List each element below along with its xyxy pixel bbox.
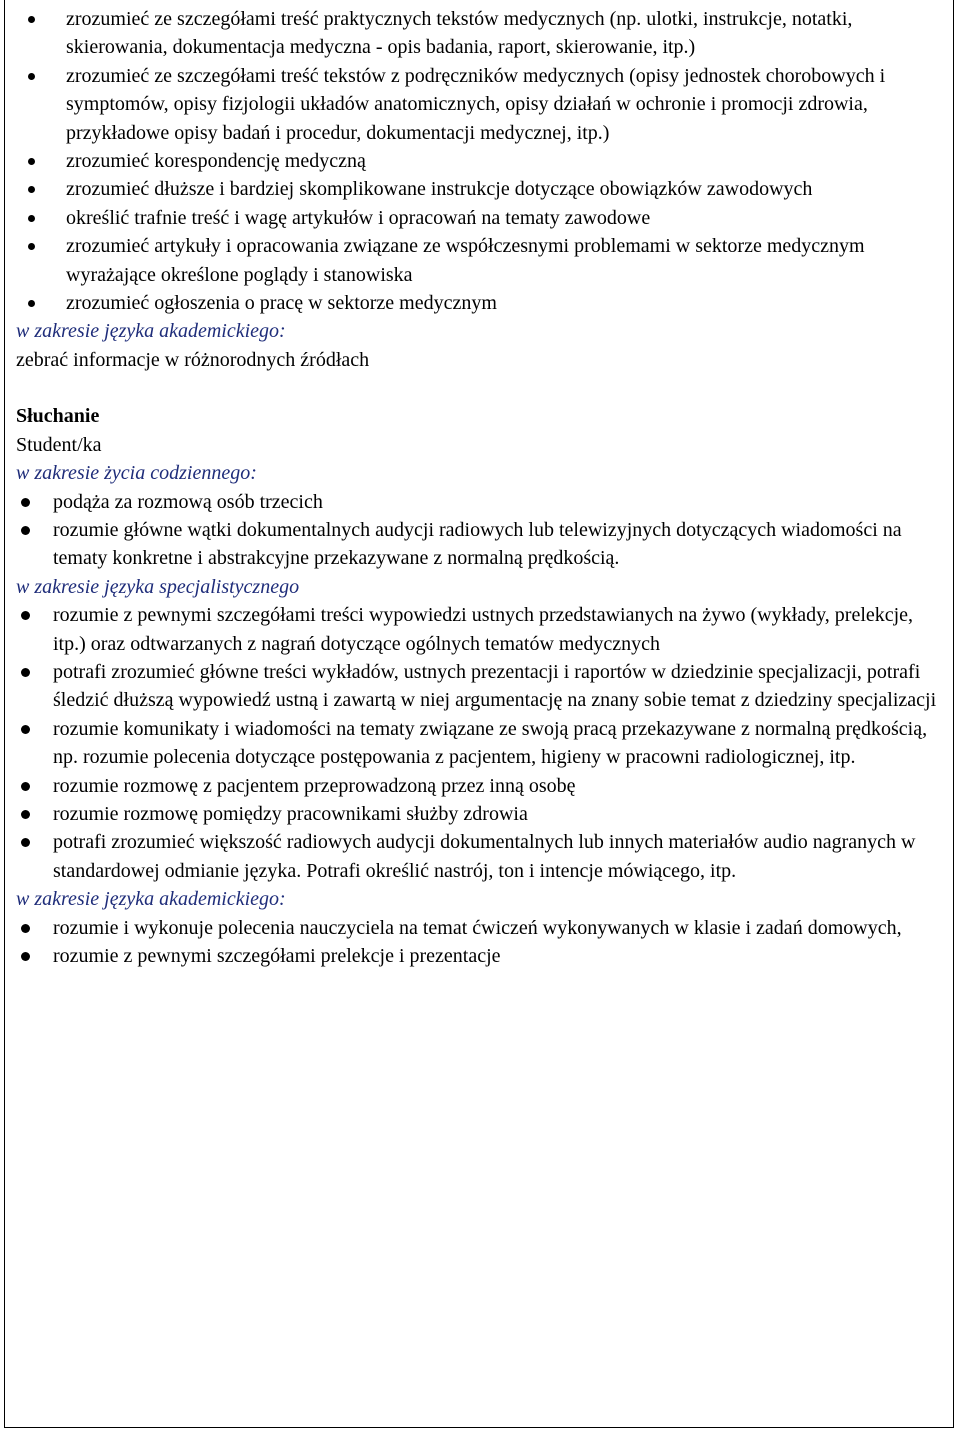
bullet-icon xyxy=(28,158,35,165)
listening-academic-heading: w zakresie języka akademickiego: xyxy=(16,888,286,911)
bullet-icon xyxy=(21,952,30,961)
list-item-text: podąża za rozmową osób trzecich xyxy=(53,490,323,513)
bullet-icon xyxy=(21,668,30,677)
list-item xyxy=(16,204,946,232)
list-item xyxy=(16,800,946,828)
list-item-text: potrafi zrozumieć główne treści wykładów, ustnych prezentacji i raportów w dziedzinie specjalizacji, potrafi śledzić dłuższą wypowiedź ustną i zawartą w niej argumentację na znany sobie temat z dziedziny specjalizacji xyxy=(53,660,937,712)
list-item xyxy=(16,942,946,970)
list-item xyxy=(16,715,946,772)
spacer xyxy=(16,374,946,402)
bullet-icon xyxy=(21,810,30,819)
list-item-text: rozumie główne wątki dokumentalnych audycji radiowych lub telewizyjnych dotyczących wiadomości na tematy konkretne i abstrakcyjne przekazywane z normalną prędkością. xyxy=(53,518,902,570)
specialist-list xyxy=(16,601,946,885)
list-item-text: potrafi zrozumieć większość radiowych audycji dokumentalnych lub innych materiałów audio nagranych w standardowej odmianie języka. Potrafi określić nastrój, ton i intencje mówiącego, itp. xyxy=(53,831,916,882)
list-item-text: rozumie i wykonuje polecenia nauczyciela na temat ćwiczeń wykonywanych w klasie i zadań domowych, xyxy=(53,916,902,939)
list-item-text: rozumie z pewnymi szczegółami prelekcje i prezentacje xyxy=(53,945,501,967)
bullet-icon xyxy=(28,300,35,307)
reading-skills-list xyxy=(16,5,946,317)
list-item xyxy=(16,488,946,516)
list-item xyxy=(16,62,946,147)
list-item xyxy=(16,232,946,289)
list-item-text: określić trafnie treść i wagę artykułów i opracowań na tematy zawodowe xyxy=(66,206,651,229)
list-item-text: rozumie rozmowę z pacjentem przeprowadzoną przez inną osobę xyxy=(53,774,576,797)
bullet-icon xyxy=(28,243,35,250)
list-item-text: rozumie z pewnymi szczegółami treści wypowiedzi ustnych przedstawianych na żywo (wykłady, prelekcje, itp.) oraz odtwarzanych z nagrań dotyczące ogólnych tematów medycznych xyxy=(53,604,914,655)
bullet-icon xyxy=(28,215,35,222)
bullet-icon xyxy=(28,186,35,193)
list-item xyxy=(16,658,946,715)
bullet-icon xyxy=(21,782,30,791)
bullet-icon xyxy=(21,924,30,933)
everyday-list xyxy=(16,488,946,573)
bullet-icon xyxy=(21,498,30,507)
list-item-text: rozumie rozmowę pomiędzy pracownikami służby zdrowia xyxy=(53,802,528,825)
list-item-text: zrozumieć korespondencję medyczną xyxy=(66,150,366,173)
bullet-icon xyxy=(21,526,30,535)
reading-academic-heading: w zakresie języka akademickiego: xyxy=(16,320,286,343)
document-body xyxy=(16,5,946,970)
list-item xyxy=(16,175,946,203)
list-item xyxy=(16,5,946,62)
list-item xyxy=(16,601,946,658)
specialist-heading: w zakresie języka specjalistycznego xyxy=(16,575,300,598)
list-item-text: zrozumieć ze szczegółami treść tekstów z podręczników medycznych (opisy jednostek chorobowych i symptomów, opisy fizjologii układów anatomicznych, opisy działań w ochronie i promocji zdrowia, przykładowe opisy badań i procedur, dokumentacji medycznej, itp.) xyxy=(66,64,886,144)
list-item xyxy=(16,147,946,175)
bullet-icon xyxy=(28,73,35,80)
list-item xyxy=(16,516,946,573)
bullet-icon xyxy=(21,725,30,734)
reading-academic-text: zebrać informacje w różnorodnych źródłach xyxy=(16,348,370,371)
everyday-heading: w zakresie życia codziennego: xyxy=(16,462,257,485)
bullet-icon xyxy=(21,838,30,847)
list-item xyxy=(16,828,946,885)
list-item-text: rozumie komunikaty i wiadomości na tematy związane ze swoją pracą przekazywane z normalną prędkością, np. rozumie polecenia dotyczące postępowania z pacjentem, higieny w pracowni radiologicznej, itp. xyxy=(53,717,928,769)
list-item-text: zrozumieć dłuższe i bardziej skomplikowane instrukcje dotyczące obowiązków zawodowych xyxy=(66,178,813,201)
bullet-icon xyxy=(21,611,30,620)
list-item xyxy=(16,914,946,942)
list-item xyxy=(16,289,946,317)
listening-title: Słuchanie xyxy=(16,405,100,428)
listening-academic-list xyxy=(16,914,946,971)
listening-student: Student/ka xyxy=(16,433,102,456)
list-item-text: zrozumieć ze szczegółami treść praktycznych tekstów medycznych (np. ulotki, instrukcje, notatki, skierowania, dokumentacja medyczna - opis badania, raport, skierowanie, itp.) xyxy=(66,8,853,59)
bullet-icon xyxy=(28,16,35,23)
list-item-text: zrozumieć artykuły i opracowania związane ze współczesnymi problemami w sektorze medycznym wyrażające określone poglądy i stanowiska xyxy=(66,235,865,286)
list-item xyxy=(16,772,946,800)
list-item-text: zrozumieć ogłoszenia o pracę w sektorze medycznym xyxy=(66,292,497,315)
